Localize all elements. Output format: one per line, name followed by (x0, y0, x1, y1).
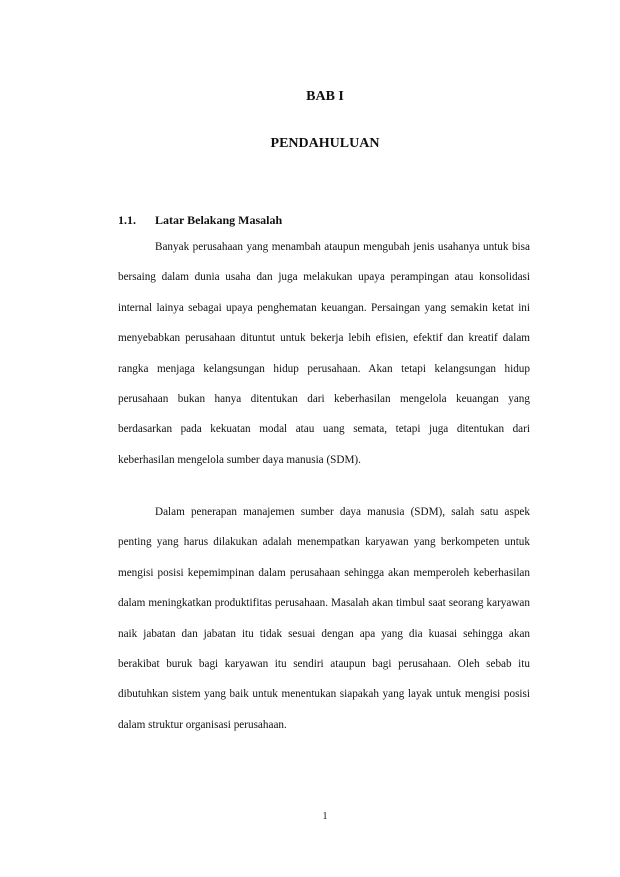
page-number: 1 (322, 811, 328, 822)
section-title: Latar Belakang Masalah (155, 213, 283, 227)
section-number: 1.1. (118, 213, 136, 227)
section-heading (118, 213, 282, 228)
paragraph-block (118, 497, 530, 740)
paragraph-block (118, 232, 530, 475)
paragraph: Dalam penerapan manajemen sumber daya manusia (SDM), salah satu aspek penting yang harus dilakukan adalah menempatkan karyawan yang berkompeten untuk mengisi posisi kepemimpinan dalam perusahaan sehingga akan memperoleh keberhasilan dalam meningkatkan produktifitas perusahaan. Masalah akan timbul saat seorang karyawan naik jabatan dan jabatan itu tidak sesuai dengan apa yang dia kuasai sehingga akan berakibat buruk bagi karyawan itu sendiri ataupun bagi perusahaan. Oleh sebab itu dibutuhkan sistem yang baik untuk menentukan siapakah yang layak untuk mengisi posisi dalam struktur organisasi perusahaan. (118, 506, 530, 731)
paragraph: Banyak perusahaan yang menambah ataupun mengubah jenis usahanya untuk bisa bersaing dalam dunia usaha dan juga melakukan upaya perampingan atau konsolidasi internal lainya sebagai upaya penghematan keuangan. Persaingan yang semakin ketat ini menyebabkan perusahaan dituntut untuk bekerja lebih efisien, efektif dan kreatif dalam rangka menjaga kelangsungan hidup perusahaan. Akan tetapi kelangsungan hidup perusahaan bukan hanya ditentukan dari keberhasilan mengelola keuangan yang berdasarkan pada kekuatan modal atau uang semata, tetapi juga ditentukan dari keberhasilan mengelola sumber daya manusia (SDM). (118, 241, 530, 466)
chapter-title: PENDAHULUAN (270, 136, 380, 151)
chapter-number: BAB I (306, 89, 344, 104)
